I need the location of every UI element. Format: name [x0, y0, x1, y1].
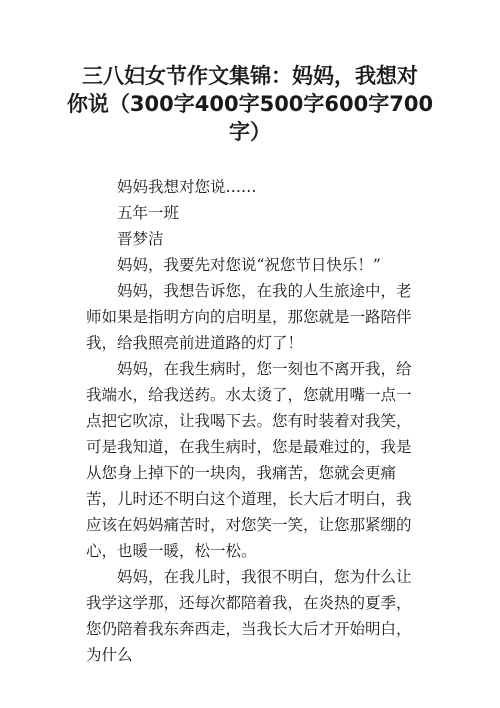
title-line-1: 三八妇女节作文集锦：妈妈，我想对: [82, 64, 418, 88]
title-line-2: 你说（300字400字500字600字700: [66, 92, 434, 116]
paragraph: 妈妈，我想告诉您，在我的人生旅途中，老师如果是指明方向的启明星，那您就是一路陪伴我，给我照亮前进道路的灯了！: [86, 282, 412, 352]
document-body: [86, 174, 416, 668]
paragraph-author: 晋梦洁: [117, 230, 164, 248]
document-title: [60, 62, 440, 146]
paragraph: 妈妈，在我儿时，我很不明白，您为什么让我学这学那，还每次都陪着我，在炎热的夏季，您仍陪着我东奔西走，当我长大后才开始明白，为什么: [86, 568, 412, 664]
paragraph: 妈妈，在我生病时，您一刻也不离开我，给我端水，给我送药。水太烫了，您就用嘴一点一点把它吹凉，让我喝下去。您有时装着对我笑，可是我知道，在我生病时，您是最难过的，我是从您身上掉下的一块肉，我痛苦，您就会更痛苦，儿时还不明白这个道理，长大后才明白，我应该在妈妈痛苦时，对您笑一笑，让您那紧绷的心，也暖一暖，松一松。: [86, 360, 412, 560]
paragraph: 妈妈，我要先对您说“祝您节日快乐！”: [117, 256, 381, 274]
paragraph-heading: 妈妈我想对您说……: [117, 178, 257, 196]
paragraph-class: 五年一班: [117, 204, 180, 222]
title-line-3: 字）: [229, 120, 271, 144]
